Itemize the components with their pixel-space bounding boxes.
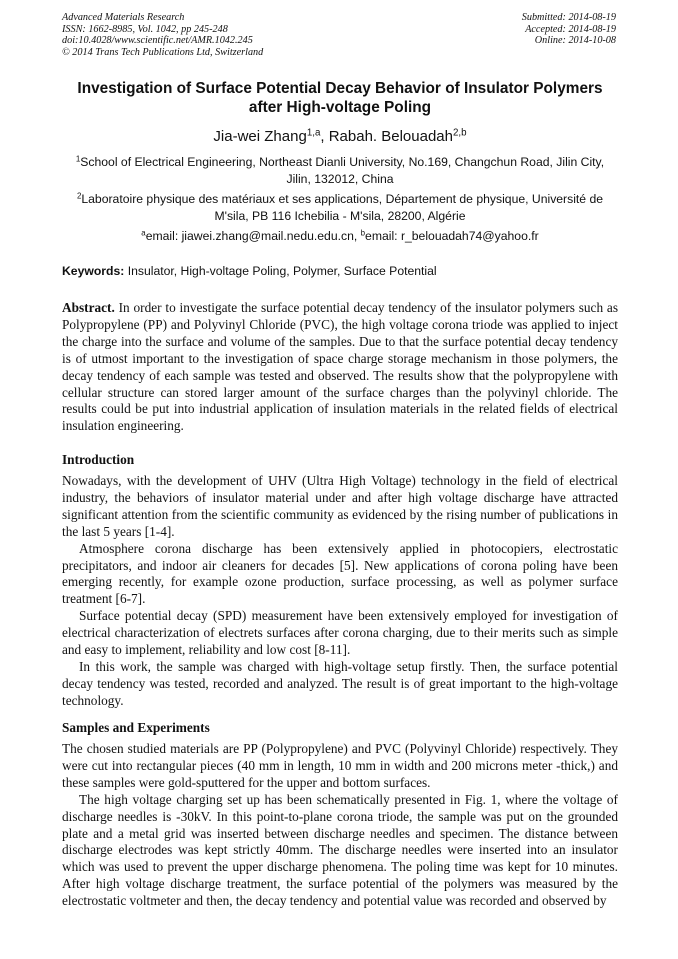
online-date: Online: 2014-10-08: [534, 35, 616, 47]
submitted-date: Submitted: 2014-08-19: [521, 12, 616, 23]
author-1-affil: 1,a: [306, 127, 321, 139]
email-a-link[interactable]: email: jiawei.zhang@mail.nedu.edu.cn,: [145, 229, 361, 243]
author-emails: [62, 228, 618, 245]
abstract-text: In order to investigate the surface potential decay tendency of the insulator polymers such as Polypropylene (PP) and Polyvinyl Chloride (PVC), the high voltage corona triode was applied to inject the charge into the surface and volume of the samples. Due to that the surface potential decay tendency is of utmost important to the investigation of space charge storage mechanism in those polymers, the decay tendency of each sample was tested and observed. The results show that the polypropylene with cellular structure can stored larger amount of the surface charges than the polyvinyl chloride. The results could be put into industrial application of insulation materials in the related fields of electrical insulation engineering.: [62, 300, 618, 434]
journal-name: Advanced Materials Research: [62, 12, 185, 23]
accepted-date: Accepted: 2014-08-19: [525, 23, 616, 35]
affiliation-2: [62, 191, 618, 225]
samples-heading: Samples and Experiments: [62, 720, 210, 735]
introduction-heading: Introduction: [62, 452, 135, 467]
title-line-2: after High-voltage Poling: [248, 98, 432, 116]
samples-body: [62, 741, 618, 910]
paper-title: [62, 80, 618, 117]
author-2: Rabah. Belouadah: [328, 128, 453, 145]
title-line-1: Investigation of Surface Potential Decay Behavior of Insulator Polymers: [77, 80, 603, 97]
journal-copyright: © 2014 Trans Tech Publications Ltd, Switzerland: [62, 46, 264, 58]
affiliation-1-number: 1: [75, 154, 81, 164]
samples-paragraph-2: The high voltage charging set up has been schematically presented in Fig. 1, where the voltage of discharge needles is -30kV. In this point-to-plane corona triode, the sample was put on the grounded plate and a metal grid was inserted between discharge needles and specimen. The distance between discharge electrodes was kept strictly 40mm. The discharge needles were inserted into an insulator which was used to prevent the upper discharge phenomena. The poling time was kept for 10 minutes. After high voltage discharge treatment, the surface potential of the polymers was measured by the electrostatic voltmeter and then, the decay tendency and potential value was recorded and observed by: [62, 791, 618, 909]
journal-doi: doi:10.4028/www.scientific.net/AMR.1042.245: [62, 35, 253, 47]
samples-paragraph-1: The chosen studied materials are PP (Polypropylene) and PVC (Polyvinyl Chloride) respectively. They were cut into rectangular pieces (40 mm in length, 10 mm in width and 200 microns meter -thick,) and these samples were gold-sputtered for the upper and bottom surfaces.: [62, 741, 618, 790]
email-b-link[interactable]: email: r_belouadah74@yahoo.fr: [365, 229, 539, 243]
email-b-mark: b: [360, 228, 366, 238]
intro-paragraph-4: In this work, the sample was charged with high-voltage setup firstly. Then, the surface potential decay tendency was tested, recorded and analyzed. The result is of great important to the high-voltage technology.: [62, 658, 618, 708]
affiliation-2-line-2: M'sila, PB 116 Ichebilia - M'sila, 28200, Algérie: [214, 209, 466, 223]
keywords-label: Keywords:: [62, 264, 125, 278]
affiliation-2-number: 2: [76, 191, 82, 201]
introduction-body: [62, 473, 618, 710]
abstract-label: Abstract.: [62, 300, 115, 315]
intro-paragraph-2: Atmosphere corona discharge has been extensively applied in photocopiers, electrostatic precipitators, and indoor air cleaners for decades [5]. New applications of corona poling have been emerging recently, for example ozone production, surface processing, as well as polymer surface treatment [6-7].: [62, 540, 618, 607]
author-separator: ,: [320, 128, 329, 145]
affiliation-1: [62, 154, 618, 188]
author-2-affil: 2,b: [453, 127, 467, 139]
abstract: [62, 300, 618, 435]
affiliation-1-line-1: School of Electrical Engineering, Northeast Dianli University, No.169, Changchun Road, Jilin City,: [80, 155, 605, 169]
intro-paragraph-1: Nowadays, with the development of UHV (Ultra High Voltage) technology in the field of electrical industry, the behaviors of insulator material under and after high voltage discharge have attracted significant attention from the scientific community as evidenced by the rising number of publications in the last 5 years [1-4].: [62, 473, 618, 539]
author-list: [62, 128, 618, 146]
journal-info: [62, 12, 263, 58]
keywords: [62, 263, 618, 279]
keywords-text: Insulator, High-voltage Poling, Polymer, Surface Potential: [124, 264, 437, 278]
email-a-mark: a: [141, 228, 146, 238]
submission-dates: [522, 12, 616, 47]
affiliation-1-line-2: Jilin, 132012, China: [286, 172, 394, 186]
journal-issn: ISSN: 1662-8985, Vol. 1042, pp 245-248: [62, 23, 228, 35]
affiliation-2-line-1: Laboratoire physique des matériaux et ses applications, Département de physique, Université de: [81, 192, 604, 206]
author-1: Jia-wei Zhang: [213, 128, 307, 145]
intro-paragraph-3: Surface potential decay (SPD) measurement have been extensively employed for investigation of electrical characterization of electrets surfaces after corona charging, due to their merits such as simple and easy to implement, reliability and low cost [8-11].: [62, 608, 618, 658]
